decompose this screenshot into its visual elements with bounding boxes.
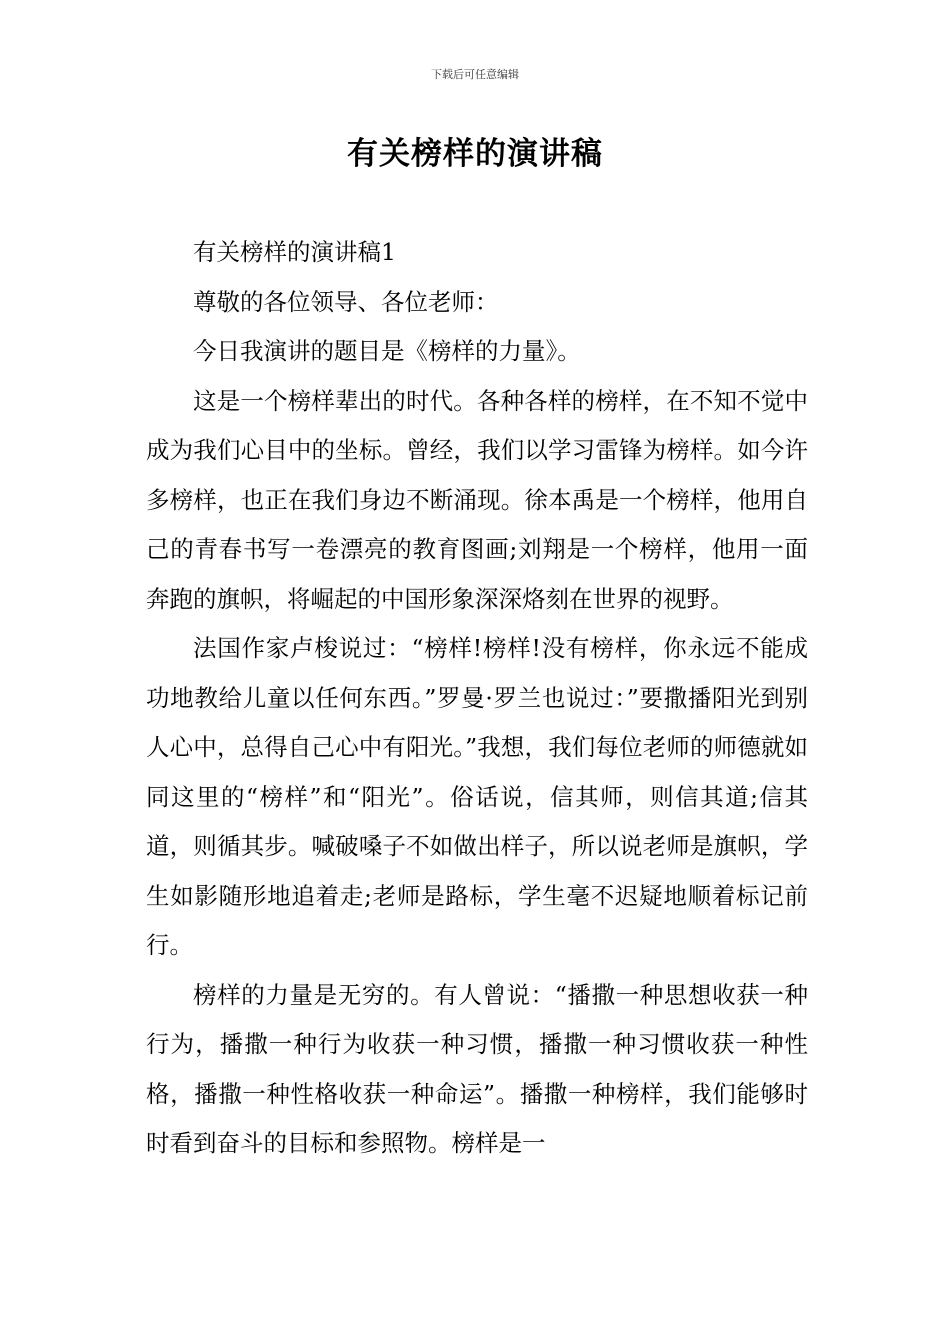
document-body bbox=[146, 228, 808, 1169]
paragraph: 榜样的力量是无穷的。有人曾说：“播撒一种思想收获一种行为，播撒一种行为收获一种习惯，播撒一种习惯收获一种性格，播撒一种性格收获一种命运”。播撒一种榜样，我们能够时时看到奋斗的目标和参照物。榜样是一 bbox=[146, 980, 808, 1157]
paragraph: 这是一个榜样辈出的时代。各种各样的榜样，在不知不觉中成为我们心目中的坐标。曾经，我们以学习雷锋为榜样。如今许多榜样，也正在我们身边不断涌现。徐本禹是一个榜样，他用自己的青春书写一卷漂亮的教育图画;刘翔是一个榜样，他用一面奔跑的旗帜，将崛起的中国形象深深烙刻在世界的视野。 bbox=[146, 386, 808, 613]
document-title: 有关榜样的演讲稿 bbox=[347, 136, 603, 172]
paragraph: 尊敬的各位领导、各位老师： bbox=[193, 287, 499, 316]
paragraph: 有关榜样的演讲稿1 bbox=[193, 238, 396, 266]
paragraph: 今日我演讲的题目是《榜样的力量》。 bbox=[193, 337, 581, 365]
paragraph: 法国作家卢梭说过：“榜样!榜样!没有榜样，你永远不能成功地教给儿童以任何东西。”罗曼·罗兰也说过：”要撒播阳光到别人心中，总得自己心中有阳光。”我想，我们每位老师的师德就如同这里的“榜样”和“阳光”。俗话说，信其师，则信其道;信其道，则循其步。喊破嗓子不如做出样子，所以说老师是旗帜，学生如影随形地追着走;老师是路标，学生毫不迟疑地顺着标记前行。 bbox=[146, 634, 808, 959]
page-header-note: 下载后可任意编辑 bbox=[431, 68, 519, 81]
